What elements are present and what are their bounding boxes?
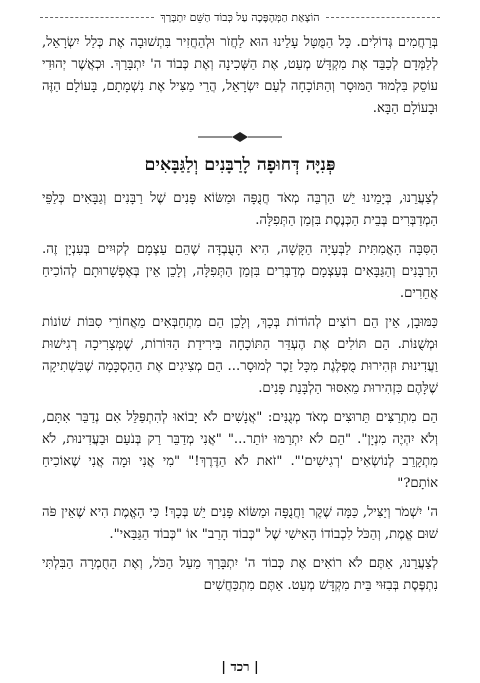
running-head-rule-left — [40, 17, 154, 18]
page-content — [42, 32, 438, 604]
body-paragraph-5: ה' יִשְׁמֹר וְיַצִּיל, כַּמָּה שֶׁקֶר וַחֲנֻפָּה וּמַשּׂוֹא פָּנִים יֵשׁ בְּכָךְ! כִּי הָאֱמֶת הִיא שֶׁאֵין פֹּה שׁוּם אֱמֶת, וְהַכֹּל לִכְבוֹדוֹ הָאִישִׁי שֶׁל "כְּבוֹד הָרַב" אוֹ "כְּבוֹד הַגַּבַּאי". — [42, 505, 438, 542]
body-paragraph-1: לְצַעֲרֵנוּ, בְּיָמֵינוּ יֵשׁ הַרְבֵּה מְאֹד חֲנֻפָּה וּמַשּׂוֹא פָּנִים שֶׁל רַבָּנִים וְגַבָּאִים כְּלַפֵּי הַמְדַבְּרִים בְּבֵית הַכְּנֶסֶת בִּזְמַן הַתְּפִלָּה. — [42, 191, 438, 228]
page-number: | רכד | — [221, 660, 259, 675]
intro-paragraph: בְּרַחֲמִים גְּדוֹלִים. כָּל הַמֻּטָּל עָלֵינוּ הוּא לַחֲזֹר וּלְהַחֲזִיר בִּתְשׁוּבָה אֶת כְּלַל יִשְׂרָאֵל, לְלַמְּדָם לְכַבֵּד אֶת מִקְדָּשׁ מְעַט, אֶת הַשְּׁכִינָה וְאֶת כְּבוֹד ה' יִתְבָּרַךְ. וּכְאֲשֶׁר יְהוּדִי עוֹסֵק בִּלְמוּד הַמּוּסָר וְהַתּוֹכָחָה לְעַם יִשְׂרָאֵל, הֲרֵי מַצִּיל אֶת נִשְׁמָתָם, בָּעוֹלָם הַזֶּה וּבָעוֹלָם הַבָּא. — [42, 35, 438, 116]
section-title: פְּנִיָּה דְּחוּפָה לָרַבָּנִים וְלַגַּבָּאִים — [144, 155, 336, 175]
running-head — [40, 8, 440, 26]
body-paragraph-4: הֵם מִתְרַצִּים תֵּרוּצִים מְאֹד מְגֻנִּים: "אֲנָשִׁים לֹא יָבוֹאוּ לְהִתְפַּלֵּל אִם נְדַבֵּר אִתָּם, וְלֹא יִהְיֶה מִנְיָן". "הֵם לֹא יִתְרַמּוּ יוֹתֵר..." "אֲנִי מְדַבֵּר רַק בְּנֹעַם וּבַעֲדִינוּת, לֹא מִתְקָרֵב לְנוֹשְׂאִים 'רְגִישִׁים'". "זֹאת לֹא הַדֶּרֶךְ!" "מִי אֲנִי וּמָה אֲנִי שֶׁאוֹכִיחַ אוֹתָם?" — [42, 410, 438, 491]
ornament-diamond-line-icon — [198, 132, 282, 142]
running-head-rule-right — [326, 17, 440, 18]
body-paragraph-6: לְצַעֲרֵנוּ, אַתֶּם לֹא רוֹאִים אֶת כְּבוֹד ה' יִתְבָּרַךְ מֵעַל הַכֹּל, וְאֶת הַחֻמְרָה הַבִּלְתִּי נִתְפֶּסֶת בְּבִזּוּי בֵּית מִקְדָּשׁ מְעַט. אַתֶּם מִתְכַּחֲשִׁים — [42, 556, 438, 593]
running-head-text: הוֹצָאַת הַמְּהָפֶּכָה עַל כְּבוֹד הַשֵּׁם יִתְבָּרַךְ — [160, 10, 320, 24]
body-paragraph-2: הַסִּבָּה הָאֲמִתִּית לַבְּעָיָה הַקָּשָׁה, הִיא הָעֻבְדָּה שֶׁהֵם עַצְמָם לְקוּיִים בְּעִנְיָן זֶה. הָרַבָּנִים וְהַגַּבָּאִים בְּעַצְמָם מְדַבְּרִים בִּזְמַן הַתְּפִלָּה, וְלָכֵן אֵין בְּאֶפְשָׁרוּתָם לְהוֹכִיחַ אֲחֵרִים. — [42, 242, 438, 301]
body-paragraph-3: כַּמּוּבָן, אֵין הֵם רוֹצִים לְהוֹדוֹת בְּכָךְ, וְלָכֵן הֵם מִתְחַבְּאִים מֵאֲחוֹרֵי סִבּוֹת שׁוֹנוֹת וּמְשֻׁנּוֹת. הֵם תּוֹלִים אֶת הֶעְדֵּר הַתּוֹכָחָה בִּירִידַת הַדּוֹרוֹת, שֶׁמְּצָרִיכָה רְגִישׁוּת וַעֲדִינוּת וּזְהִירוּת מֻפְלֶגֶת מִכָּל זֵכֶר לְמוּסָר... הֵם מְצִיגִים אֶת הַהַסְכָּמָה שֶׁבִּשְׁתִיקָה שֶׁלָּהֶם כִּזְהִירוּת מֵאִסּוּר הַלְבָּנַת פָּנִים. — [42, 315, 438, 396]
section-divider-ornament — [42, 130, 438, 144]
